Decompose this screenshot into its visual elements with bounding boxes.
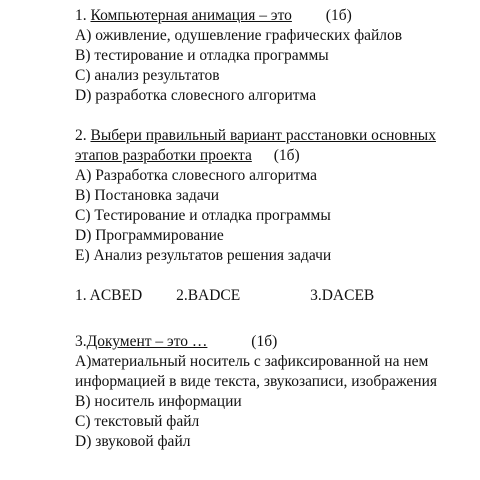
question-2-header-cont — [75, 146, 480, 166]
question-1-option-a: A) оживление, одушевление графических файлов — [75, 27, 403, 44]
question-3-option-a-line1: A)материальный носитель с зафиксированной на нем — [75, 353, 429, 370]
question-2-answer-options — [75, 286, 480, 306]
question-1-number: 1. — [75, 7, 87, 24]
answer-option-1: 1. ACBED — [75, 287, 143, 304]
question-1-option-b: B) тестирование и отладка программы — [75, 47, 329, 64]
question-2-header — [75, 126, 480, 146]
question-2-title-line1: Выбери правильный вариант расстановки основных — [90, 127, 436, 144]
question-2-option-e: E) Анализ результатов решения задачи — [75, 247, 332, 264]
question-3-option-c: C) текстовый файл — [75, 413, 200, 430]
answer-option-2: 2.BADCE — [176, 287, 241, 304]
question-3-option-b: B) носитель информации — [75, 393, 242, 410]
question-2-option-a: A) Разработка словесного алгоритма — [75, 167, 317, 184]
question-2-number: 2. — [75, 127, 87, 144]
question-2-option-b: B) Постановка задачи — [75, 187, 220, 204]
question-1-header — [75, 6, 480, 26]
question-3-option-d: D) звуковой файл — [75, 433, 191, 450]
question-3-option-a-line2: информацией в виде текста, звукозаписи, изображения — [75, 373, 438, 390]
question-2-option-c: C) Тестирование и отладка программы — [75, 207, 331, 224]
question-1-option-c: C) анализ результатов — [75, 67, 220, 84]
question-1-option-d: D) разработка словесного алгоритма — [75, 87, 317, 104]
answer-option-3: 3.DACEB — [310, 287, 375, 304]
question-3-points: (1б) — [251, 333, 278, 350]
question-2-title-line2: этапов разработки проекта — [75, 147, 252, 164]
question-3-header — [75, 332, 480, 352]
question-3-number: 3. — [75, 333, 87, 350]
question-2-points: (1б) — [273, 147, 300, 164]
question-1-title: Компьютерная анимация – это — [90, 7, 292, 24]
quiz-document — [75, 6, 480, 452]
question-2-option-d: D) Программирование — [75, 227, 224, 244]
question-1-points: (1б) — [325, 7, 352, 24]
question-3-title: Документ – это … — [86, 333, 208, 350]
